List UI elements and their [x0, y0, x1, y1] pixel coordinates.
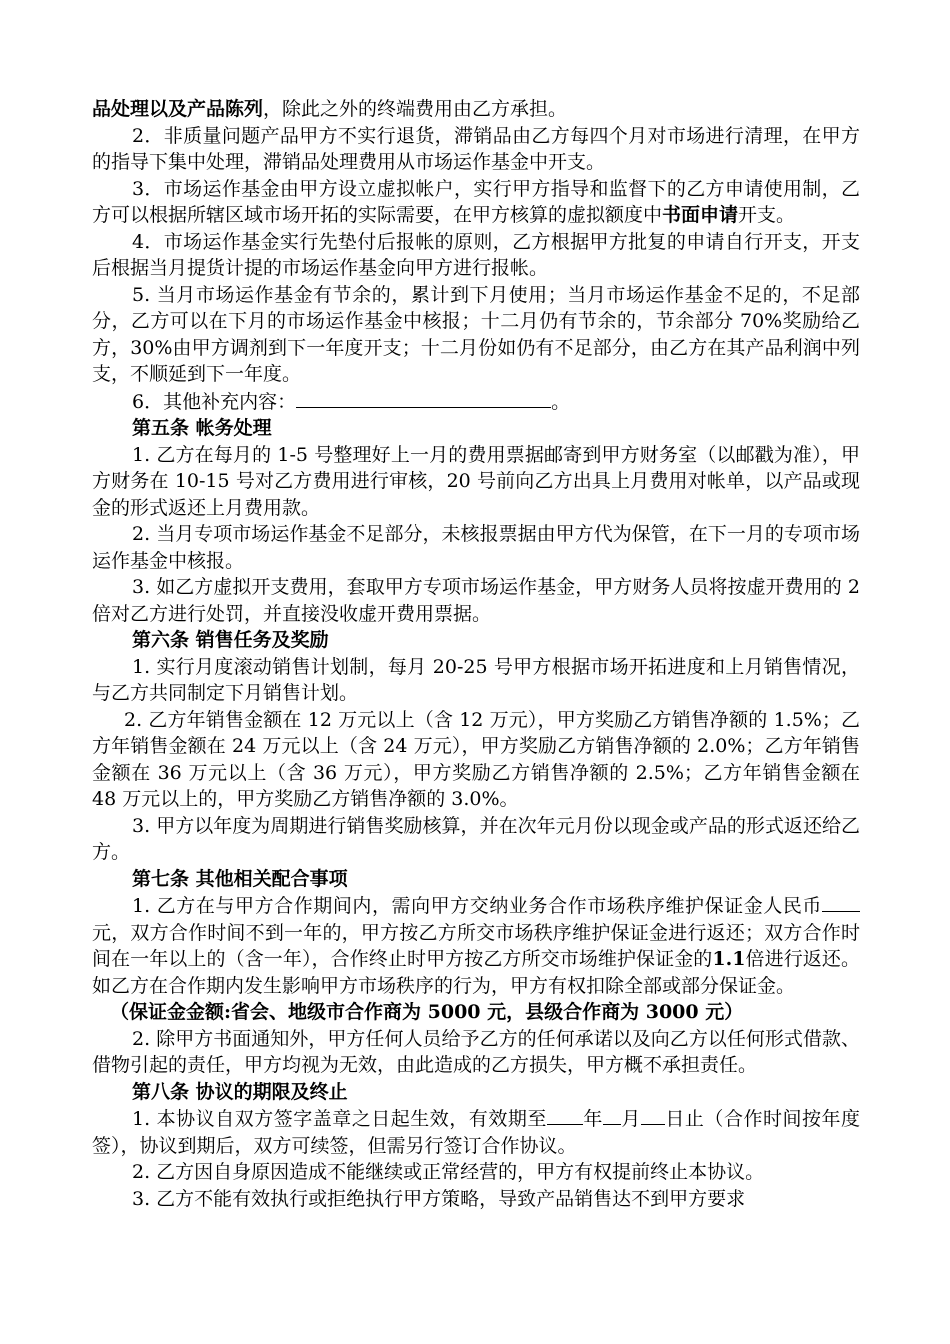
text: 1. 乙方在与甲方合作期间内，需向甲方交纳业务合作市场秩序维护保证金人民币	[132, 895, 822, 917]
text: 元，双方合作时间不到一年的，甲方按乙方所交市场秩序维护保证金进行返还；双方合作时间在一年以上的（含一年），合作终止时甲方按乙方所交市场维护保证金的	[92, 921, 860, 970]
paragraph: 3. 甲方以年度为周期进行销售奖励核算，并在次年元月份以现金或产品的形式返还给乙方。	[92, 814, 860, 863]
deposit-note: （保证金金额:省会、地级市合作商为 5000 元，县级合作商为 3000 元）	[110, 1001, 744, 1023]
paragraph	[92, 892, 860, 999]
fill-in-blank	[603, 1105, 621, 1125]
paragraph: 1. 实行月度滚动销售计划制，每月 20-25 号甲方根据市场开拓进度和上月销售情况，与乙方共同制定下月销售计划。	[92, 655, 860, 704]
paragraph	[92, 388, 860, 416]
paragraph	[92, 176, 860, 229]
bold-text: 品处理以及产品陈列	[92, 98, 264, 120]
paragraph: 1. 乙方在每月的 1-5 号整理好上一月的费用票据邮寄到甲方财务室（以邮戳为准），甲方财务在 10-15 号对乙方费用进行审核，20 号前向乙方出具上月费用对帐单，以产品或现金的形式返还上月费用款。	[92, 443, 860, 519]
paragraph	[92, 1105, 860, 1159]
text: 倍进行返还。如乙方在合作期内发生影响甲方市场秩序的行为，甲方有权扣除全部或部分保证金。	[92, 948, 860, 997]
paragraph: 5. 当月市场运作基金有节余的，累计到下月使用；当月市场运作基金不足的，不足部分，乙方可以在下月的市场运作基金中核报；十二月仍有节余的，节余部分 70%奖励给乙方，30%由甲方调剂到下一年度开支；十二月份如仍有不足部分，由乙方在其产品利润中列支，不顺延到下一年度。	[92, 283, 860, 385]
paragraph: 2. 除甲方书面通知外，甲方任何人员给予乙方的任何承诺以及向乙方以任何形式借款、借物引起的责任，甲方均视为无效，由此造成的乙方损失，甲方概不承担责任。	[92, 1027, 860, 1076]
paragraph: 2. 乙方年销售金额在 12 万元以上（含 12 万元），甲方奖励乙方销售净额的 1.5%；乙方年销售金额在 24 万元以上（含 24 万元），甲方奖励乙方销售净额的 2.0%；乙方年销售金额在 36 万元以上（含 36 万元），甲方奖励乙方销售净额的 2.5%；乙方年销售金额在 48 万元以上的，甲方奖励乙方销售净额的 3.0%。	[92, 708, 860, 810]
section-heading: 第五条 帐务处理	[132, 417, 272, 439]
fill-in-blank	[822, 892, 860, 912]
fill-in-blank	[547, 1105, 583, 1125]
paragraph	[92, 96, 860, 123]
text: ，除此之外的终端费用由乙方承担。	[263, 98, 568, 120]
bold-text: 1.1	[712, 948, 746, 970]
paragraph: 2．非质量问题产品甲方不实行退货，滞销品由乙方每四个月对市场进行清理，在甲方的指导下集中处理，滞销品处理费用从市场运作基金中开支。	[92, 124, 860, 173]
text: 1. 本协议自双方签字盖章之日起生效，有效期至	[132, 1108, 547, 1130]
section-heading: 第七条 其他相关配合事项	[132, 867, 348, 890]
text: 3．市场运作基金由甲方设立虚拟帐户，实行甲方指导和监督下的乙方申请使用制，乙方可以根据所辖区域市场开拓的实际需要，在甲方核算的虚拟额度中	[92, 177, 860, 226]
text: 6．其他补充内容：	[132, 390, 297, 413]
section-heading: 第八条 协议的期限及终止	[132, 1080, 348, 1103]
fill-in-blank	[296, 388, 551, 408]
text: 开支。	[738, 204, 796, 226]
bold-text: 书面申请	[662, 204, 739, 226]
section-heading: 第六条 销售任务及奖励	[132, 629, 329, 651]
text: 。	[551, 390, 571, 413]
text: 月	[620, 1108, 641, 1130]
paragraph: 2. 乙方因自身原因造成不能继续或正常经营的，甲方有权提前终止本协议。	[132, 1161, 765, 1183]
fill-in-blank	[641, 1105, 665, 1125]
paragraph: 3. 如乙方虚拟开支费用，套取甲方专项市场运作基金，甲方财务人员将按虚开费用的 2 倍对乙方进行处罚，并直接没收虚开费用票据。	[92, 576, 860, 625]
paragraph: 2. 当月专项市场运作基金不足部分，未核报票据由甲方代为保管，在下一月的专项市场运作基金中核报。	[92, 523, 860, 572]
paragraph: 4．市场运作基金实行先垫付后报帐的原则，乙方根据甲方批复的申请自行开支，开支后根据当月提货计提的市场运作基金向甲方进行报帐。	[92, 230, 860, 279]
document-page	[92, 96, 860, 1212]
text: 日止（合作时间按年度签），协议到期后，双方可续签，但需另行签订合作协议。	[92, 1108, 860, 1157]
paragraph: 3. 乙方不能有效执行或拒绝执行甲方策略，导致产品销售达不到甲方要求	[132, 1187, 746, 1210]
text: 年	[582, 1108, 603, 1130]
